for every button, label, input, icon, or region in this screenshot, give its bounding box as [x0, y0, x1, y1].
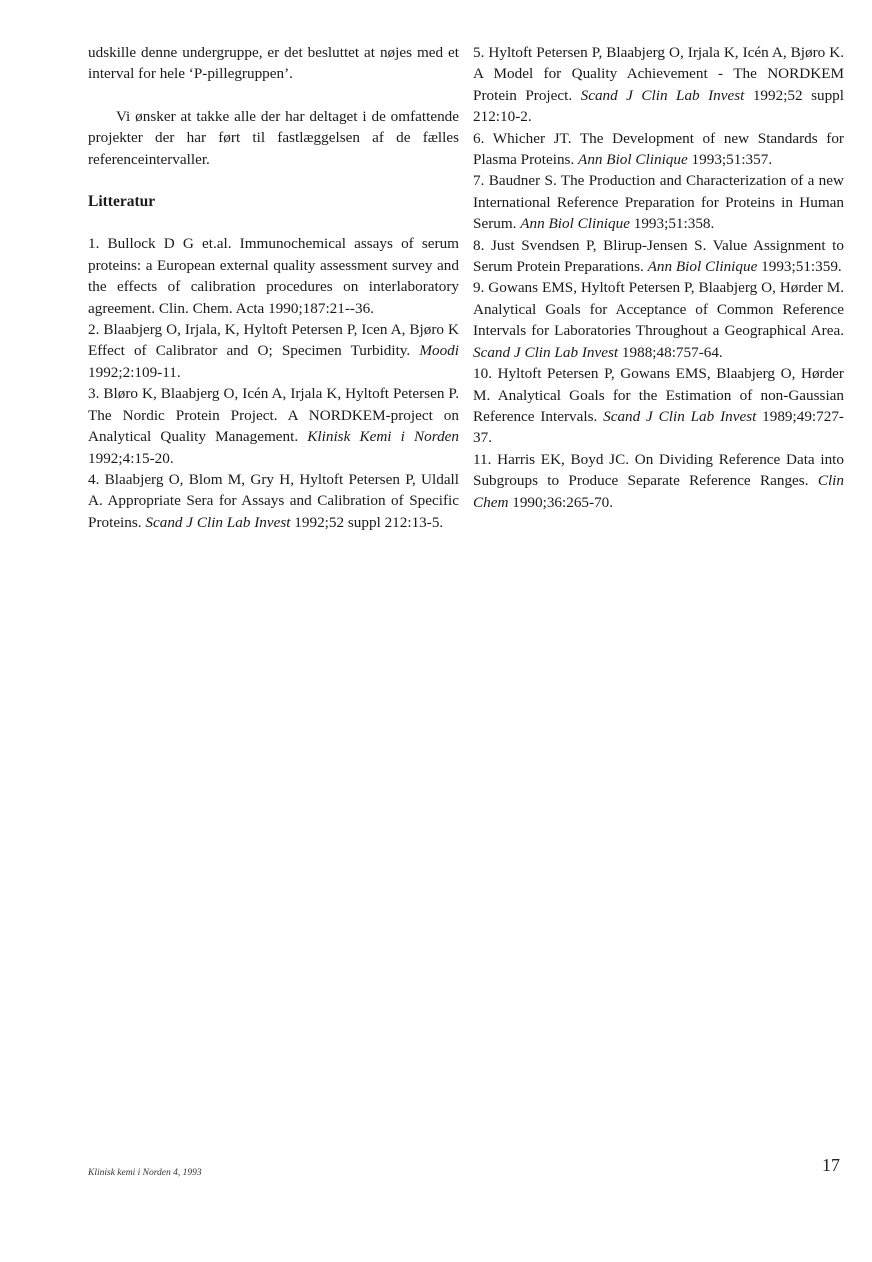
reference-item-4: 4. Blaabjerg O, Blom M, Gry H, Hyltoft Petersen P, Uldall A. Appropriate Sera for Assays and Calibration of Specific Proteins. Scand J Clin Lab Invest 1992;52 suppl 212:13-5. [88, 470, 459, 531]
reference-item-8: 8. Just Svendsen P, Blirup-Jensen S. Value Assignment to Serum Protein Preparations. Ann Biol Clinique 1993;51:359. [473, 236, 844, 276]
thanks-paragraph: Vi ønsker at takke alle der har deltaget i de omfattende projekter der har ført til fastlæggelsen af de fælles referenceintervaller. [88, 107, 459, 168]
reference-item-3: 3. Bløro K, Blaabjerg O, Icén A, Irjala K, Hyltoft Petersen P. The Nordic Protein Project. A NORDKEM-project on Analytical Quality Management. Klinisk Kemi i Norden 1992;4:15-20. [88, 385, 460, 467]
left-column [88, 42, 459, 533]
footer-page-number: 17 [822, 1155, 840, 1175]
reference-item-7: 7. Baudner S. The Production and Characterization of a new International Reference Preparation for Proteins in Human Serum. Ann Biol Clinique 1993;51:358. [473, 172, 844, 233]
reference-item-11: 11. Harris EK, Boyd JC. On Dividing Reference Data into Subgroups to Produce Separate Reference Ranges. Clin Chem 1990;36:265-70. [473, 450, 844, 511]
reference-item-6: 6. Whicher JT. The Development of new Standards for Plasma Proteins. Ann Biol Clinique 1993;51:357. [473, 129, 844, 169]
footer-journal-issue: Klinisk kemi i Norden 4, 1993 [88, 1168, 202, 1178]
reference-item-9: 9. Gowans EMS, Hyltoft Petersen P, Blaabjerg O, Hørder M. Analytical Goals for Acceptance of Common Reference Intervals for Laboratories Throughout a Geographical Area. Scand J Clin Lab Invest 1988;48:757-64. [473, 279, 844, 361]
reference-item-5: 5. Hyltoft Petersen P, Blaabjerg O, Irjala K, Icén A, Bjøro K. A Model for Quality Achievement - The NORDKEM Protein Project. Scand J Clin Lab Invest 1992;52 suppl 212:10-2. [473, 44, 844, 126]
references-heading: Litteratur [88, 193, 156, 211]
reference-item-1: 1. Bullock D G et.al. Immunochemical assays of serum proteins: a European external quality assessment survey and the effects of calibration procedures on interlaboratory agreement. Clin. Chem. Acta 1990;187:21--36. [88, 235, 459, 317]
reference-item-2: 2. Blaabjerg O, Irjala, K, Hyltoft Petersen P, Icen A, Bjøro K Effect of Calibrator and O; Specimen Turbidity. Moodi 1992;2:109-11. [88, 321, 459, 381]
intro-continuation-paragraph: udskille denne undergruppe, er det besluttet at nøjes med et interval for hele ‘P-pillegruppen’. [88, 44, 459, 83]
right-column [473, 42, 844, 513]
reference-item-10: 10. Hyltoft Petersen P, Gowans EMS, Blaabjerg O, Hørder M. Analytical Goals for the Estimation of non-Gaussian Reference Intervals. Scand J Clin Lab Invest 1989;49:727-37. [473, 365, 844, 447]
